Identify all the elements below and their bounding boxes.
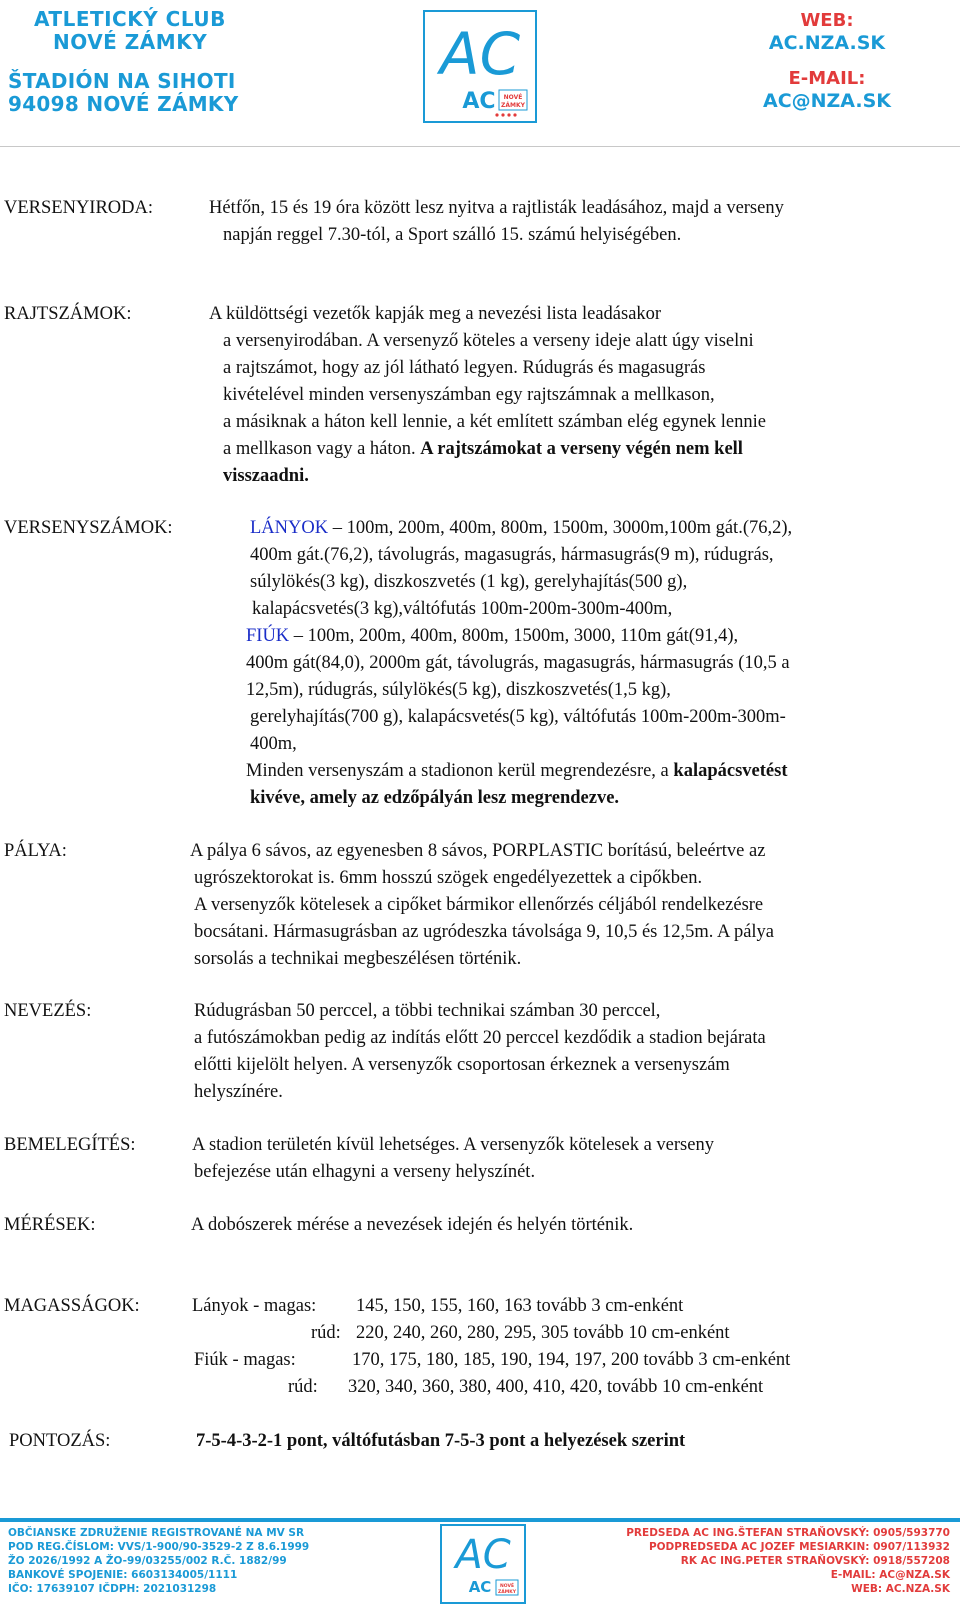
logo-letters: AC xyxy=(439,20,521,88)
boys-pole-values: 320, 340, 360, 380, 400, 410, 420, tovább 10 cm-enként xyxy=(348,1377,764,1397)
text-line: A dobószerek mérése a nevezések idején és helyén történik. xyxy=(191,1215,634,1235)
text-line: a rajtszámot, hogy az jól látható legyen. Rúdugrás és magasugrás xyxy=(223,358,706,378)
section-text xyxy=(190,838,774,973)
text-line: kalapácsvetés(3 kg),váltófutás 100m-200m-300m-400m, xyxy=(252,599,673,619)
text-line: A versenyzők kötelesek a cipőket bármikor ellenőrzés céljából rendelkezésre xyxy=(194,895,764,915)
text-line: ugrószektorokat is. 6mm hosszú szögek engedélyezettek a cipőkben. xyxy=(194,868,703,888)
footer-divider xyxy=(0,1518,960,1522)
section-label: BEMELEGÍTÉS: xyxy=(4,1135,136,1155)
stadium-line: ŠTADIÓN NA SIHOTI xyxy=(8,69,236,93)
web-link[interactable]: AC.NZA.SK xyxy=(768,31,886,54)
section-label: MÉRÉSEK: xyxy=(4,1215,96,1235)
svg-text:ZÁMKY: ZÁMKY xyxy=(498,1590,516,1595)
club-name-line-2: NOVÉ ZÁMKY xyxy=(53,30,208,54)
text-line: 400m, xyxy=(250,734,297,754)
text-line: A stadion területén kívül lehetséges. A versenyzők kötelesek a verseny xyxy=(192,1135,714,1155)
footer-line: POD REG.ČÍSLOM: VVS/1-900/90-3529-2 Z 8.6.1999 xyxy=(8,1541,310,1553)
boys-label: FIÚK xyxy=(246,626,290,646)
text-line: a versenyirodában. A versenyző köteles a verseny ideje alatt úgy viselni xyxy=(223,331,754,351)
svg-text:AC: AC xyxy=(468,1578,492,1596)
footer-web-link[interactable]: WEB: AC.NZA.SK xyxy=(851,1583,950,1595)
text-line: a futószámokban pedig az indítás előtt 20 perccel kezdődik a stadion bejárata xyxy=(194,1028,766,1048)
text-line: Rúdugrásban 50 perccel, a többi technikai számban 30 perccel, xyxy=(194,1001,661,1021)
club-address xyxy=(8,8,268,116)
logo-mark-icon xyxy=(425,12,535,121)
section-label: MAGASSÁGOK: xyxy=(4,1296,140,1316)
text-line: kivételével minden versenyszámban egy rajtszámnak a mellkason, xyxy=(223,385,715,405)
footer-contacts xyxy=(626,1526,950,1596)
section-label: PÁLYA: xyxy=(4,841,67,861)
text-line: A pálya 6 sávos, az egyenesben 8 sávos, PORPLASTIC borítású, beleértve az xyxy=(190,841,766,861)
text-line: a másiknak a háton kell lennie, a két említett számban elég egynek lennie xyxy=(223,412,766,432)
text-line: A küldöttségi vezetők kapják meg a nevezési lista leadásakor xyxy=(209,304,662,324)
text-line: előtti kijelölt helyen. A versenyzők csoportosan érkeznek a versenyszám xyxy=(194,1055,730,1075)
page-header xyxy=(0,0,960,150)
section-label: NEVEZÉS: xyxy=(4,1001,92,1021)
club-logo xyxy=(423,10,537,123)
text-line: FIÚK – 100m, 200m, 400m, 800m, 1500m, 3000, 110m gát(91,4), xyxy=(246,626,739,646)
text-line xyxy=(209,463,766,490)
club-name-line-1: ATLETICKÝ CLUB xyxy=(34,7,226,31)
girls-high-label: Lányok - magas: xyxy=(192,1296,317,1316)
footer-line: IČO: 17639107 IČDPH: 2021031298 xyxy=(8,1583,217,1595)
text-line: Minden versenyszám a stadionon kerül megrendezésre, a kalapácsvetést xyxy=(246,761,788,781)
text-line: a mellkason vagy a háton. A rajtszámokat a verseny végén nem kell xyxy=(223,439,743,459)
email-link[interactable]: AC@NZA.SK xyxy=(762,89,891,112)
section-text xyxy=(191,1212,633,1239)
scoring-text: 7-5-4-3-2-1 pont, váltófutásban 7-5-3 pont a helyezések szerint xyxy=(196,1431,686,1451)
boys-pole-label: rúd: xyxy=(288,1377,318,1397)
text-line: helyszínére. xyxy=(194,1082,283,1102)
text-line: kivéve, amely az edzőpályán lesz megrendezve. xyxy=(250,788,620,808)
bold-note: A rajtszámokat a verseny végén nem kell xyxy=(420,439,743,459)
text-line: 400m gát(84,0), 2000m gát, távolugrás, magasugrás, hármasugrás (10,5 a xyxy=(246,653,790,673)
bold-note: visszaadni. xyxy=(223,466,309,486)
email-label: E-MAIL: xyxy=(788,68,866,90)
footer-line: RK AC ING.PETER STRAŇOVSKÝ: 0918/557208 xyxy=(680,1555,950,1567)
text-line: LÁNYOK – 100m, 200m, 400m, 800m, 1500m, 3000m,100m gát.(76,2), xyxy=(246,515,792,542)
svg-text:AC: AC xyxy=(455,1532,511,1578)
footer-logo-mark-icon xyxy=(442,1526,524,1602)
girls-pole-label: rúd: xyxy=(311,1323,341,1343)
section-text xyxy=(192,1132,714,1186)
girls-label: LÁNYOK xyxy=(250,518,329,538)
footer-email-link[interactable]: E-MAIL: AC@NZA.SK xyxy=(830,1569,950,1581)
contact-block xyxy=(752,10,902,113)
footer-line: PODPREDSEDA AC JOZEF MESIARKIN: 0907/113932 xyxy=(648,1541,950,1553)
text-line: gerelyhajítás(700 g), kalapácsvetés(5 kg), váltófutás 100m-200m-300m- xyxy=(250,707,786,727)
girls-high-values: 145, 150, 155, 160, 163 tovább 3 cm-enként xyxy=(356,1296,684,1316)
footer-line: ŽO 2026/1992 A ŽO-99/03255/002 R.Č. 1882/99 xyxy=(8,1555,287,1567)
text-line: 12,5m), rúdugrás, súlylökés(5 kg), diszkoszvetés(1,5 kg), xyxy=(246,680,671,700)
text-line: bocsátani. Hármasugrásban az ugródeszka távolsága 9, 10,5 és 12,5m. A pálya xyxy=(194,922,775,942)
svg-text:NOVÉ: NOVÉ xyxy=(499,1584,515,1589)
svg-text:AC: AC xyxy=(462,89,496,114)
footer-logo xyxy=(440,1524,526,1604)
section-text xyxy=(194,998,766,1106)
svg-text:ZÁMKY: ZÁMKY xyxy=(501,102,525,109)
section-label: PONTOZÁS: xyxy=(9,1431,111,1451)
section-label: VERSENYIRODA: xyxy=(4,198,154,218)
text-line: Hétfőn, 15 és 19 óra között lesz nyitva a rajtlisták leadásához, majd a verseny xyxy=(209,198,784,218)
text-line: napján reggel 7.30-tól, a Sport szálló 15. számú helyiségében. xyxy=(223,225,682,245)
girls-pole-values: 220, 240, 260, 280, 295, 305 tovább 10 cm-enként xyxy=(356,1323,730,1343)
footer-registration xyxy=(8,1526,309,1596)
svg-text:NOVÉ: NOVÉ xyxy=(503,94,523,101)
text-line: befejezése után elhagyni a verseny helyszínét. xyxy=(194,1162,536,1182)
text-line: sorsolás a technikai megbeszélésen történik. xyxy=(194,949,522,969)
footer-line: OBČIANSKE ZDRUŽENIE REGISTROVANÉ NA MV SR xyxy=(8,1527,305,1539)
section-text xyxy=(246,515,792,812)
section-label: RAJTSZÁMOK: xyxy=(4,304,132,324)
footer-line: BANKOVÉ SPOJENIE: 6603134005/1111 xyxy=(8,1569,238,1581)
section-text xyxy=(209,301,766,490)
text-line: 400m gát.(76,2), távolugrás, magasugrás, hármasugrás(9 m), rúdugrás, xyxy=(250,545,774,565)
web-label: WEB: xyxy=(800,10,854,31)
postal-line: 94098 NOVÉ ZÁMKY xyxy=(8,92,239,116)
header-divider xyxy=(0,146,960,147)
section-label: VERSENYSZÁMOK: xyxy=(4,518,173,538)
text-line: súlylökés(3 kg), diszkoszvetés (1 kg), gerelyhajítás(500 g), xyxy=(250,572,688,592)
footer-line: PREDSEDA AC ING.ŠTEFAN STRAŇOVSKÝ: 0905/593770 xyxy=(626,1527,950,1539)
boys-high-values: 170, 175, 180, 185, 190, 194, 197, 200 tovább 3 cm-enként xyxy=(352,1350,791,1370)
boys-high-label: Fiúk - magas: xyxy=(194,1350,296,1370)
section-text xyxy=(209,195,784,249)
